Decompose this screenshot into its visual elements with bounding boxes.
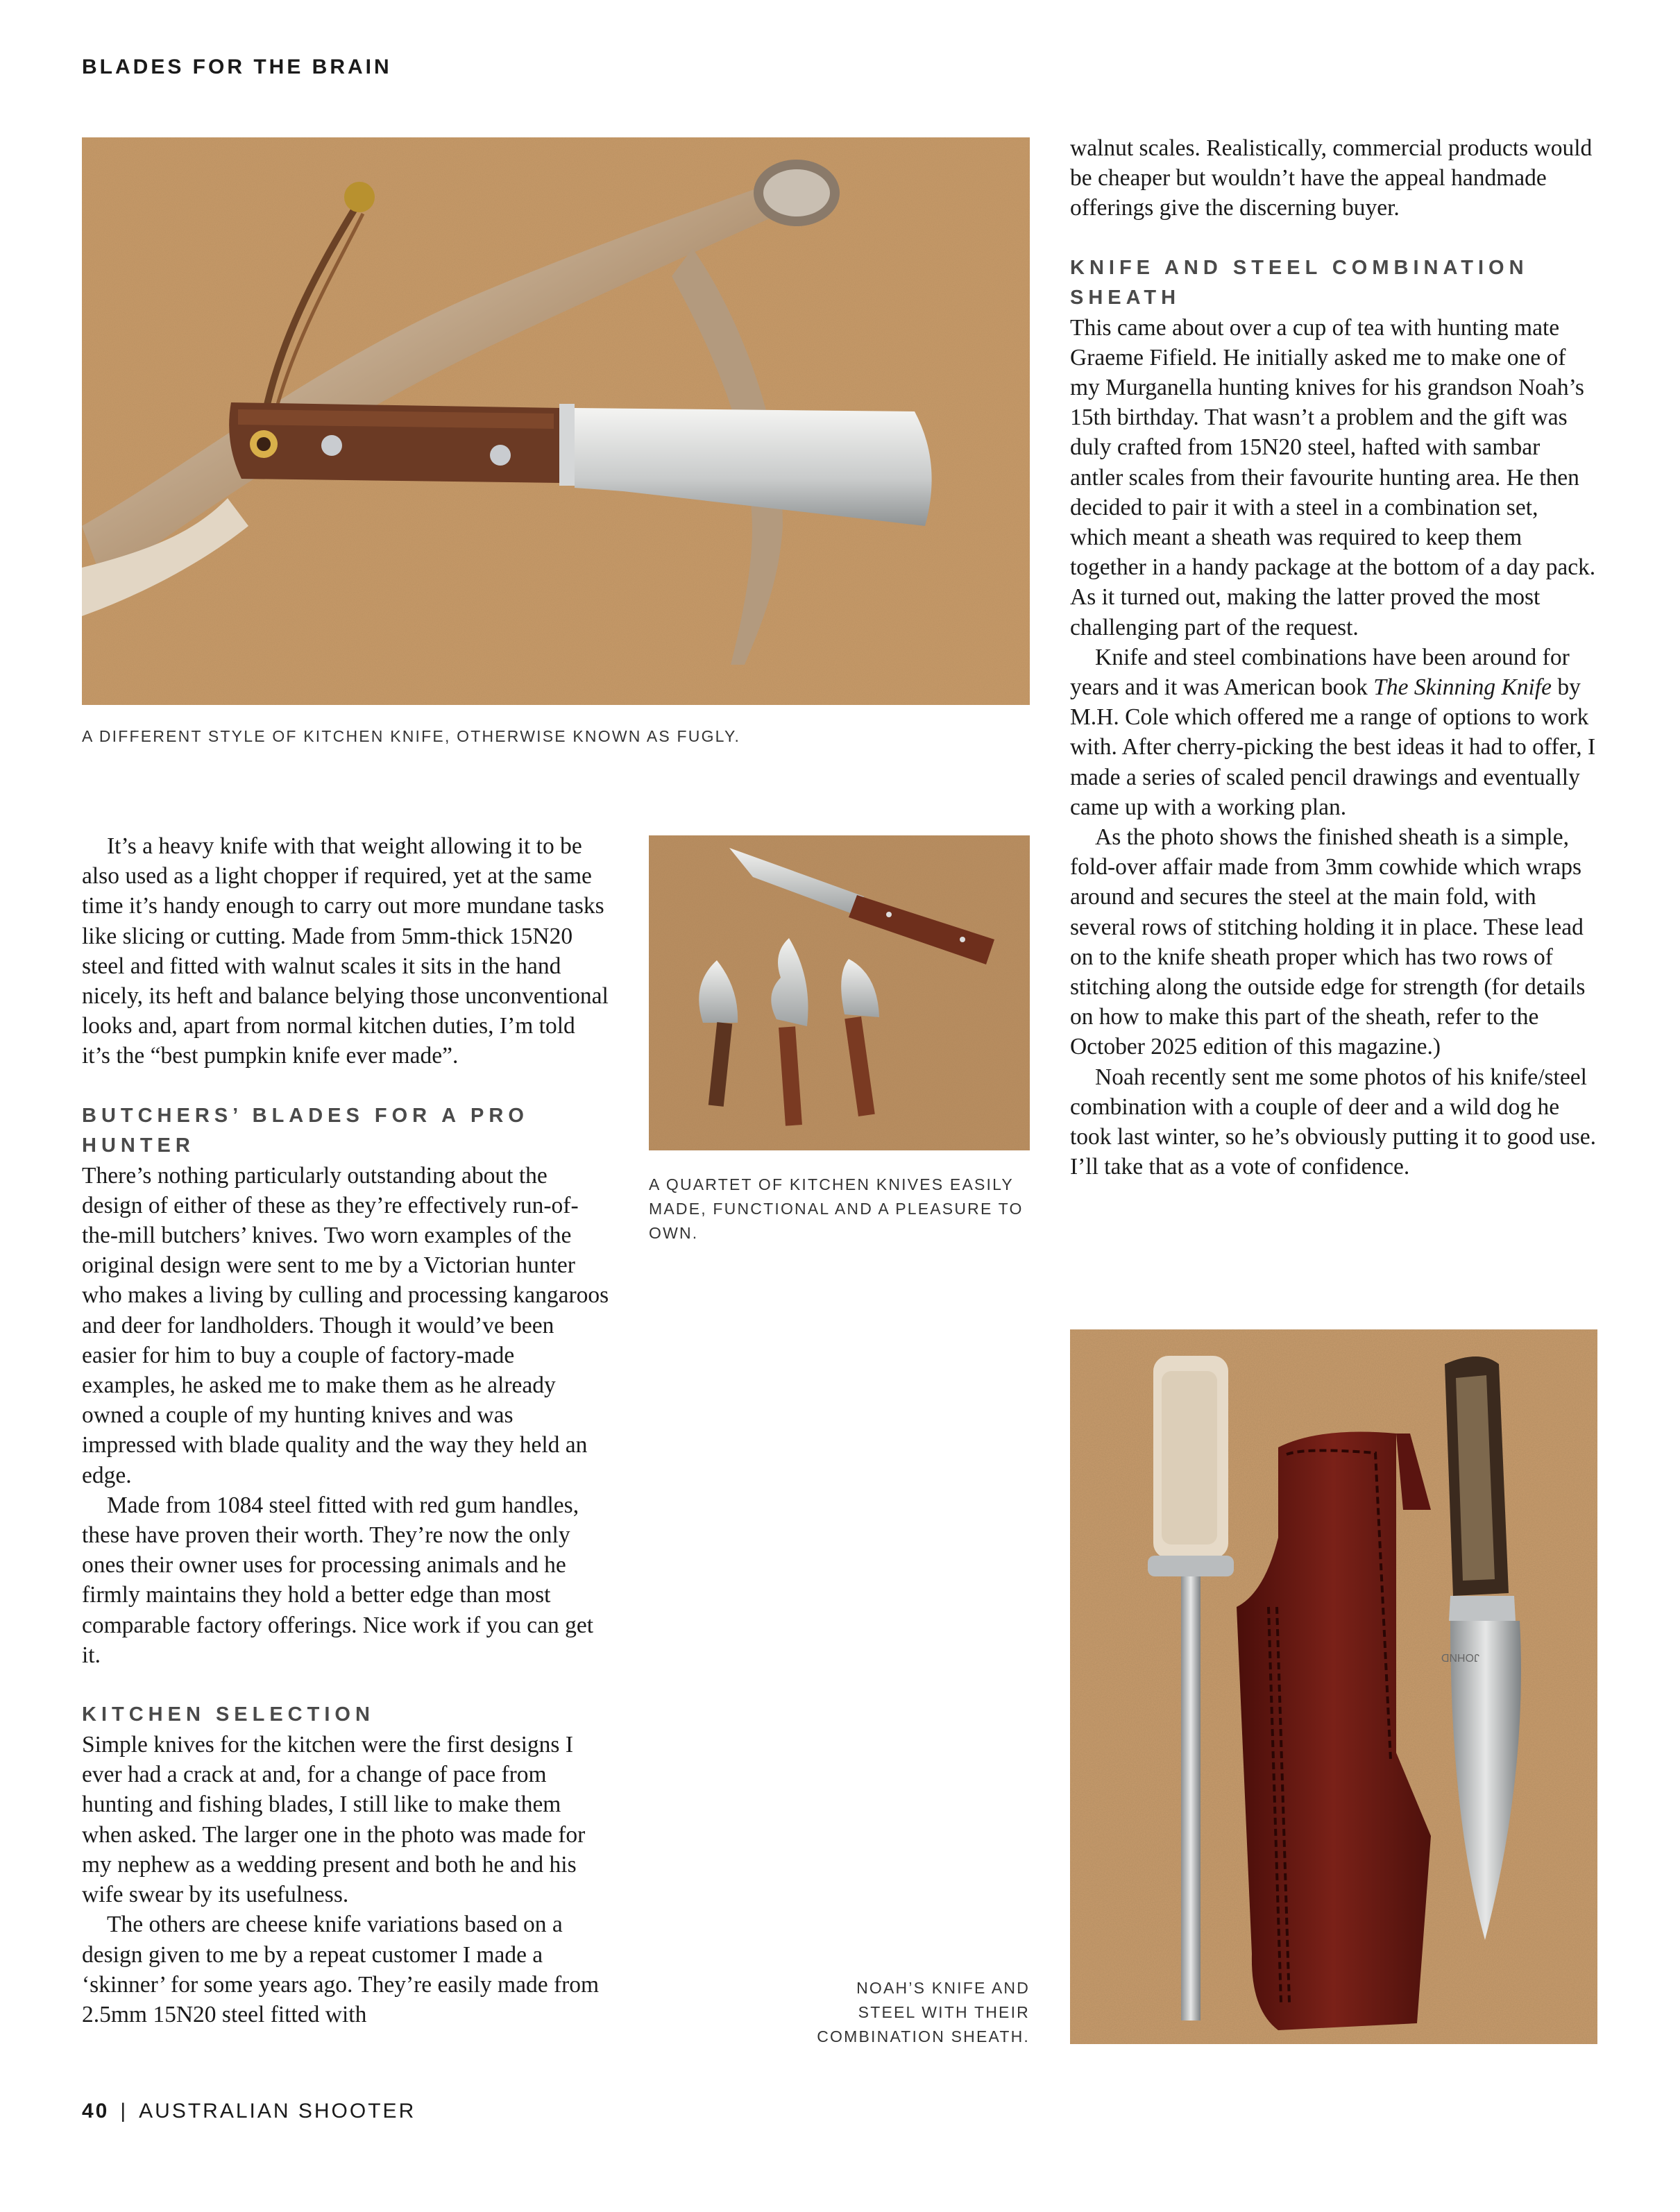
right-column (1070, 133, 1597, 1182)
subhead-kitchen-selection: KITCHEN SELECTION (82, 1703, 375, 1726)
right-paragraph-3 (1070, 643, 1597, 822)
left-paragraph-3: Made from 1084 steel fitted with red gum handles, these have proven their worth. They’re now the only ones their owner uses for processing animals and he firmly maintains they hold a better edge than most comparable factory offerings. Nice work if you can get it. (82, 1492, 594, 1668)
maker-mark: JOHND (1441, 1651, 1479, 1663)
left-paragraph-1: It’s a heavy knife with that weight allowing it to be also used as a light chopper if required, yet at the same time it’s handy enough to carry out more mundane tasks like slicing or cutting. Made from 5mm-thick 15N20 steel and fitted with walnut scales it sits in the hand nicely, its heft and balance belying those unconventional looks and, apart from normal kitchen duties, I’m told it’s the “best pumpkin knife ever made”. (82, 833, 609, 1069)
magazine-name: AUSTRALIAN SHOOTER (139, 2100, 416, 2122)
right-paragraph-5: Noah recently sent me some photos of his knife/steel combination with a couple of deer and a wild dog he took last winter, so he’s obviously putting it to good use. I’ll take that as a vote of confidence. (1070, 1064, 1596, 1180)
left-column (82, 831, 609, 2030)
photo-kitchen-knife-quartet (649, 835, 1030, 1150)
right-paragraph-2: This came about over a cup of tea with hunting mate Graeme Fifield. He initially asked me to make one of my Murganella hunting knives for his grandson Noah’s 15th birthday. That wasn’t a problem and the gift was duly crafted from 15N20 steel, hafted with sambar antler scales from their favourite hunting area. He then decided to pair it with a steel in a combination set, which meant a sheath was required to keep them together in a handy package at the bottom of a day pack. As it turned out, making the latter proved the most challenging part of the request. (1070, 314, 1596, 640)
photo-kitchen-knife-antler (82, 137, 1030, 705)
footer-separator: | (120, 2100, 128, 2122)
subhead-combination-sheath: KNIFE AND STEEL COMBINATION SHEATH (1070, 256, 1529, 309)
book-title: The Skinning Knife (1373, 674, 1552, 701)
page-number: 40 (82, 2100, 110, 2122)
photo-knife-steel-sheath (1070, 1329, 1597, 2044)
left-paragraph-2: There’s nothing particularly outstanding about the design of either of these as they’re effectively run-of-the-mill butchers’ knives. Two worn examples of the original design were sent to me by a Victorian hunter who makes a living by culling and processing kangaroos and deer for landholders. Though it would’ve been easier for him to buy a couple of factory-made examples, he asked me to make them as he already owned a couple of my hunting knives and was impressed with blade quality and the way they held an edge. (82, 1162, 609, 1488)
section-kicker: BLADES FOR THE BRAIN (82, 56, 392, 78)
caption-bottom-photo: NOAH’S KNIFE AND STEEL WITH THEIR COMBINATION SHEATH. (817, 1979, 1030, 2045)
right-paragraph-3-start: Knife and steel combinations have been around for years and it was American book (1070, 644, 1570, 701)
left-paragraph-5: The others are cheese knife variations based on a design given to me by a repeat customer I made a ‘skinner’ for some years ago. They’re easily made from 2.5mm 15N20 steel fitted with (82, 1912, 600, 2027)
right-paragraph-4: As the photo shows the finished sheath is a simple, fold-over affair made from 3mm cowhide which wraps around and secures the steel at the main fold, with several rows of stitching holding it in place. These lead on to the knife sheath proper which has two rows of stitching along the outside edge for strength (for details on how to make this part of the sheath, refer to the October 2025 edition of this magazine.) (1070, 824, 1586, 1060)
right-paragraph-3-end: by M.H. Cole which offered me a range of options to work with. After cherry-picking the best ideas it had to offer, I made a series of scaled pencil drawings and eventually came up with a working plan. (1070, 674, 1596, 820)
right-paragraph-1: walnut scales. Realistically, commercial products would be cheaper but wouldn’t have the appeal handmade offerings give the discerning buyer. (1070, 135, 1593, 221)
page-footer (82, 2100, 416, 2123)
caption-middle-photo: A QUARTET OF KITCHEN KNIVES EASILY MADE, FUNCTIONAL AND A PLEASURE TO OWN. (649, 1175, 1024, 1242)
subhead-butchers-blades: BUTCHERS’ BLADES FOR A PRO HUNTER (82, 1104, 529, 1157)
left-paragraph-4: Simple knives for the kitchen were the first designs I ever had a crack at and, for a change of pace from hunting and fishing blades, I still like to make them when asked. The larger one in the photo was made for my nephew as a wedding present and both he and his wife swear by its usefulness. (82, 1732, 586, 1908)
caption-top-photo: A DIFFERENT STYLE OF KITCHEN KNIFE, OTHERWISE KNOWN AS FUGLY. (82, 727, 741, 745)
